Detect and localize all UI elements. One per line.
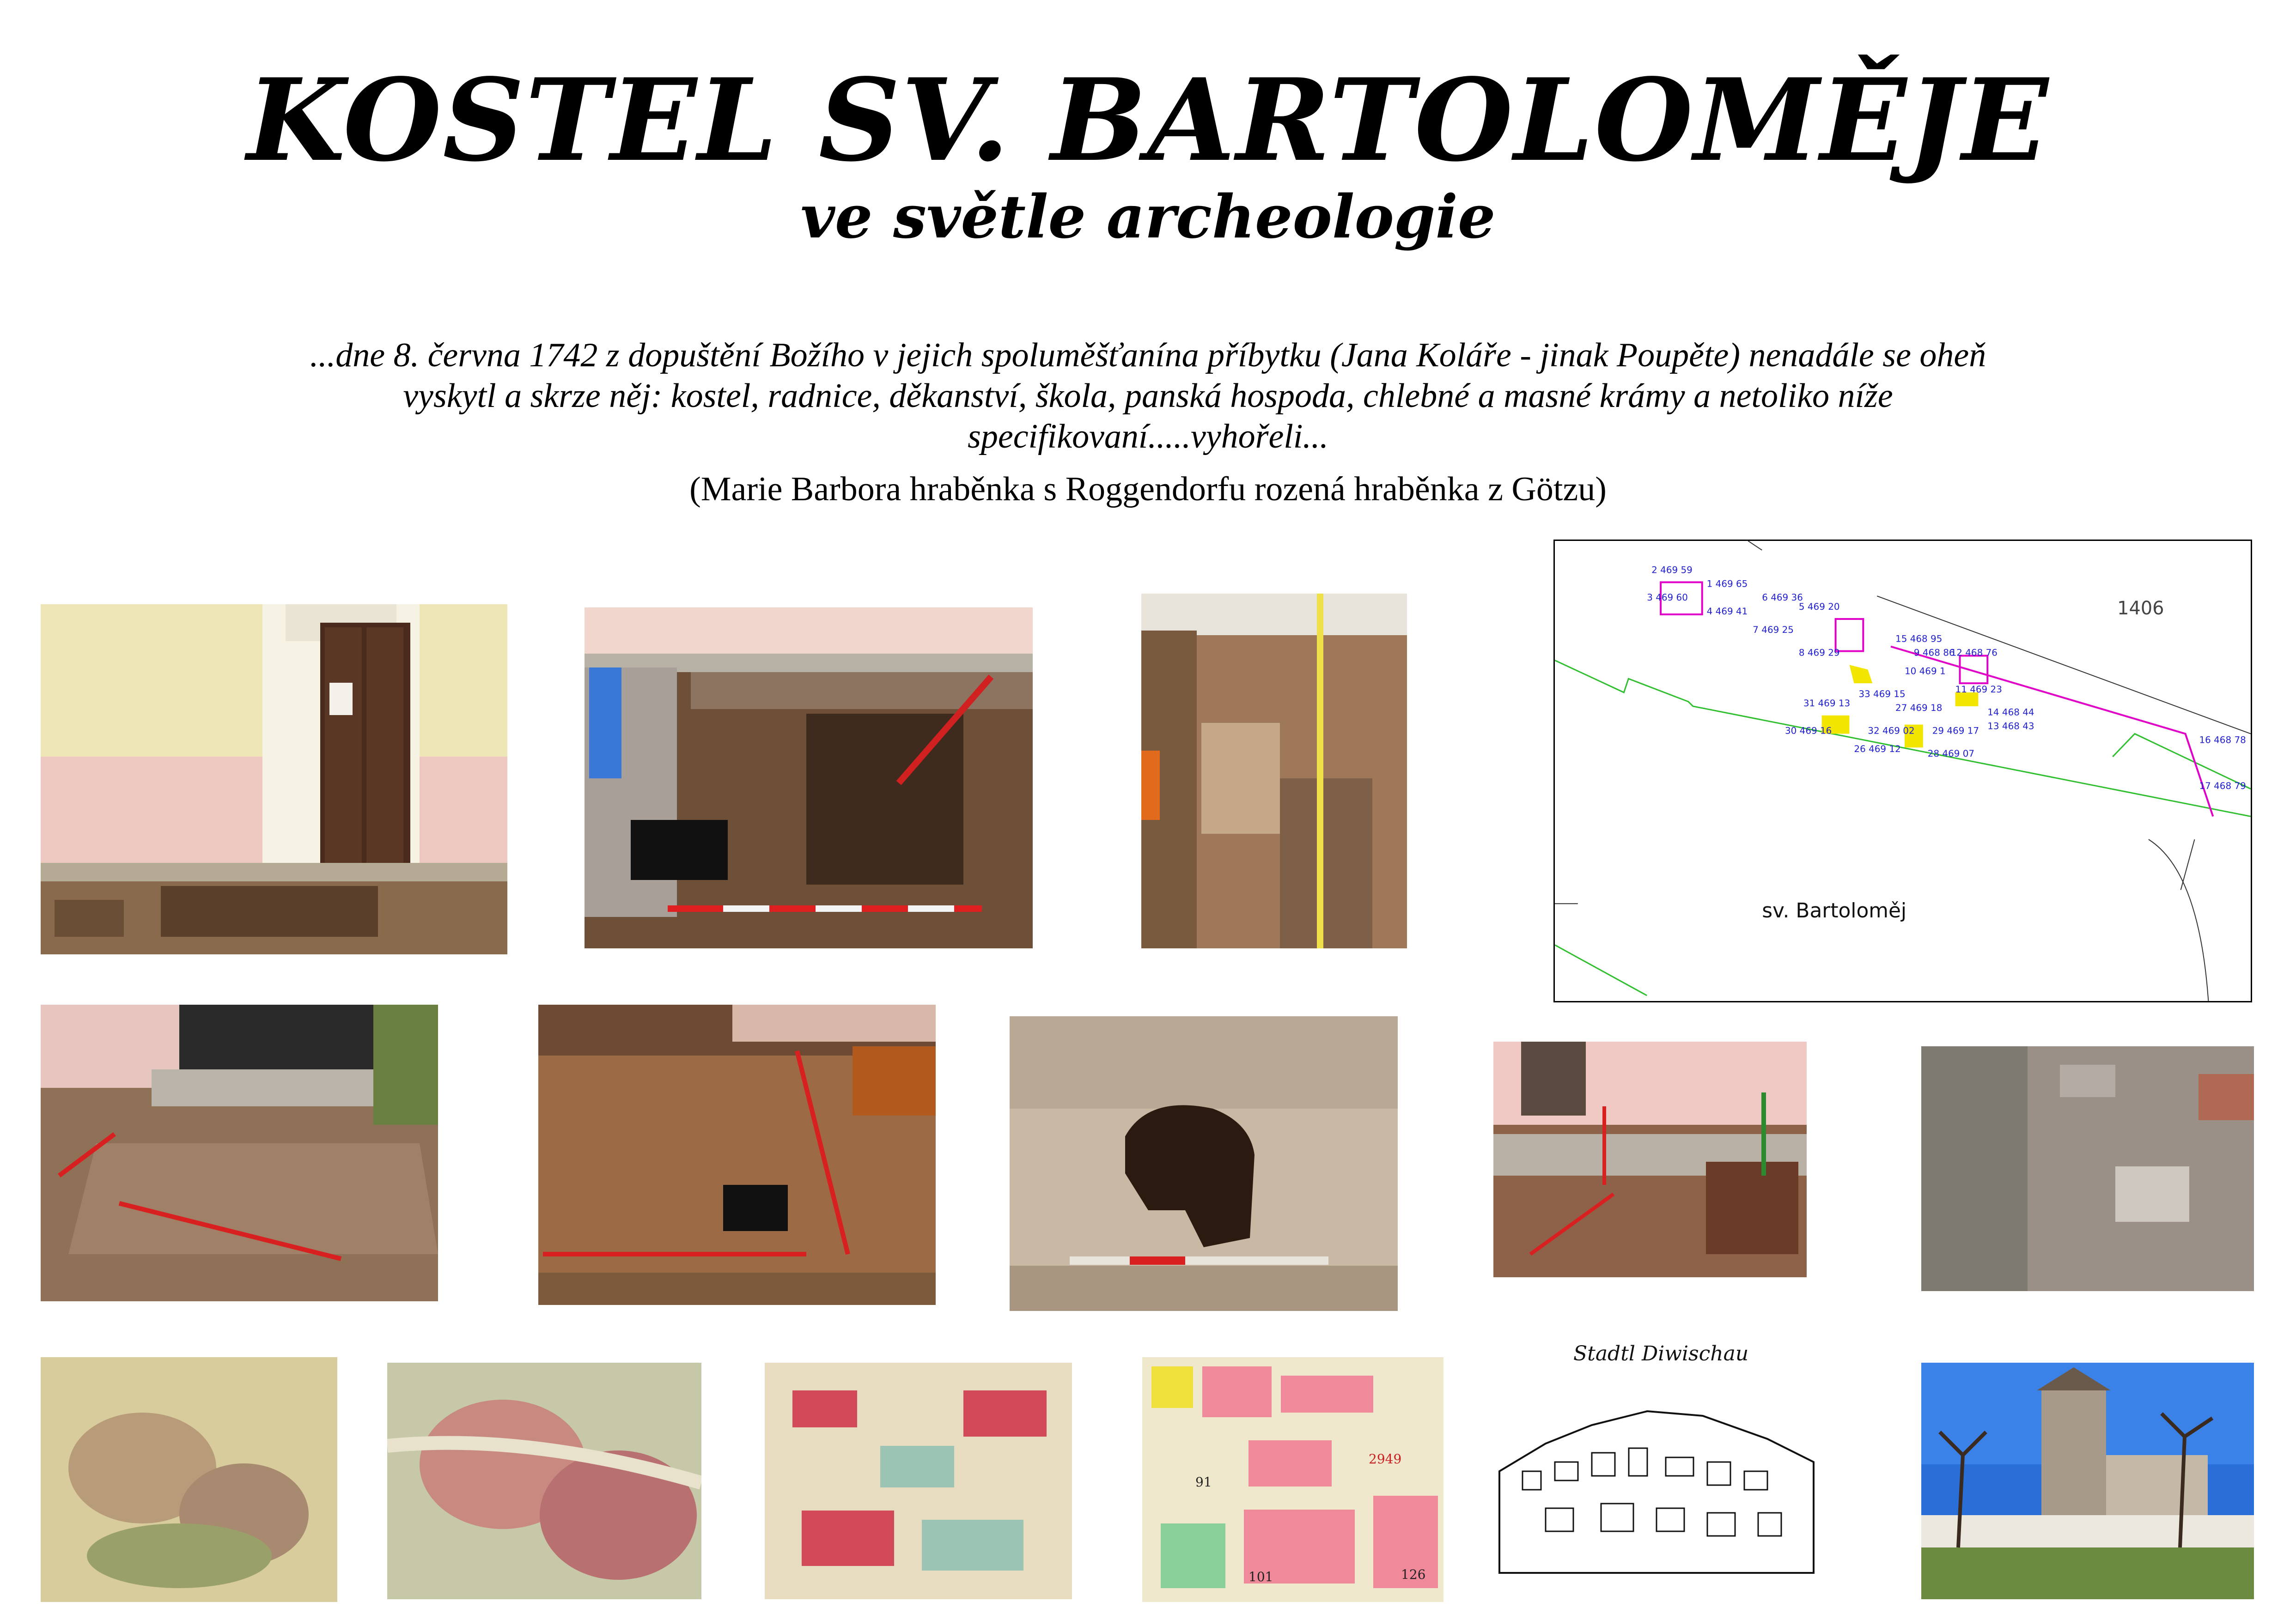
survey-point-label: 29 469 17: [1932, 725, 1979, 736]
photo-square-trench: [585, 607, 1033, 948]
survey-point-label: 27 469 18: [1895, 702, 1943, 713]
survey-point-label: 4 469 41: [1706, 606, 1748, 617]
cadastre-number-1: 91: [1195, 1474, 1212, 1490]
survey-point-label: 15 468 95: [1895, 633, 1943, 644]
photo-threshold-excavation: [41, 1005, 438, 1301]
cadastre-number-4: 126: [1401, 1567, 1426, 1582]
survey-point-label: 16 468 78: [2199, 734, 2246, 746]
photo-stone-wall-cavity: [1010, 1016, 1398, 1311]
survey-point-label: 3 469 60: [1647, 592, 1688, 603]
survey-point-label: 13 468 43: [1987, 721, 2034, 732]
church-label: sv. Bartoloměj: [1762, 899, 1907, 923]
site-plan: [1553, 540, 2252, 1002]
quote-line-1: ...dne 8. června 1742 z dopuštění Božího v jejich spoluměšťanína příbytku (Jana Koláře - jinak Poupěte) nenadále se oheň: [310, 336, 1986, 374]
photo-trench-wall-section: [1141, 594, 1407, 948]
survey-point-label: 30 469 16: [1785, 725, 1832, 736]
survey-point-label: 10 469 1: [1904, 666, 1946, 677]
survey-point-label: 26 469 12: [1854, 744, 1901, 755]
photo-church-today: [1921, 1363, 2254, 1599]
survey-point-label: 6 469 36: [1762, 592, 1803, 603]
cadastre-number-2: 2949: [1369, 1451, 1402, 1467]
quote-line-2: vyskytl a skrze něj: kostel, radnice, děkanství, škola, panská hospoda, chlebné a masné krámy a netoliko níže: [403, 377, 1893, 415]
parcel-number: 1406: [2117, 598, 2164, 619]
old-map-detail-2: [387, 1363, 701, 1599]
survey-point-label: 1 469 65: [1706, 578, 1748, 589]
survey-point-label: 11 469 23: [1955, 684, 2002, 695]
cadastre-number-3: 101: [1248, 1569, 1273, 1584]
quote-author: (Marie Barbora hraběnka s Roggendorfu rozená hraběnka z Götzu): [689, 470, 1607, 508]
old-town-drawing: [1490, 1333, 1823, 1610]
survey-point-label: 7 469 25: [1753, 624, 1794, 635]
survey-point-label: 2 469 59: [1651, 564, 1693, 576]
survey-point-label: 33 469 15: [1858, 688, 1906, 699]
old-map-caption: Stadtl Diwischau: [1573, 1342, 1749, 1365]
photo-church-door-trench: [41, 604, 507, 954]
cadastral-map-detail: [1142, 1357, 1443, 1602]
photo-masonry-wall: [1921, 1046, 2254, 1291]
survey-point-label: 31 469 13: [1803, 698, 1851, 709]
survey-point-label: 28 469 07: [1927, 748, 1975, 759]
page-subtitle: ve světle archeologie: [800, 182, 1496, 252]
photo-church-corner-trench: [1493, 1042, 1807, 1277]
old-map-detail-3: [765, 1363, 1072, 1599]
survey-point-label: 9 468 86: [1913, 647, 1955, 658]
survey-point-label: 12 468 76: [1950, 647, 1998, 658]
survey-point-label: 17 468 79: [2199, 780, 2246, 791]
survey-point-label: 32 469 02: [1868, 725, 1915, 736]
quote-line-3: specifikovaní.....vyhořeli...: [968, 418, 1328, 455]
survey-point-label: 5 469 20: [1798, 601, 1840, 613]
survey-point-label: 8 469 29: [1798, 647, 1840, 658]
photo-soil-trench: [538, 1005, 936, 1305]
page-title: KOSTEL SV. BARTOLOMĚJE: [247, 54, 2049, 187]
survey-point-label: 14 468 44: [1987, 707, 2034, 718]
historical-quote: [83, 335, 2213, 457]
old-map-detail-1: [41, 1357, 337, 1602]
